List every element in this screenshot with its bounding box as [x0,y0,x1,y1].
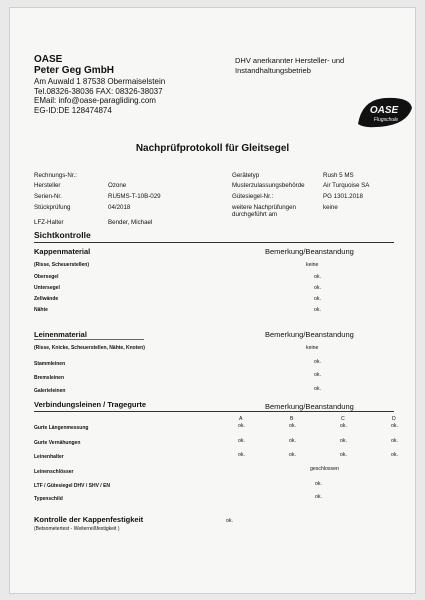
lines-remark-header: Bemerkung/Beanstandung [265,330,354,339]
info-value-authority: Air Turquoise SA [323,182,370,189]
canopy-row-label: Nähte [34,307,48,313]
risers-extra-label: LTF / Gütesiegel DHV / SHV / EN [34,483,111,489]
company-address-street: Am Auwald 1 87538 Obermaiselstein [34,77,166,86]
oase-logo [356,94,414,130]
risers-column-a: A [239,416,243,422]
risers-cell: ok. [289,423,296,429]
info-label-holder: LFZ-Halter [34,219,64,226]
risers-extra-value: ok. [315,481,322,487]
accreditation-line-1: DHV anerkannter Hersteller- und [235,56,345,65]
info-value-serial: RU5MS-T-10B-029 [108,193,161,200]
risers-cell: ok. [340,452,347,458]
section-title-canopy-strength: Kontrolle der Kappenfestigkeit [34,515,144,524]
company-legal-name: Peter Geg GmbH [34,65,115,76]
info-label-type: Gerätetyp [232,172,260,179]
canopy-row-value: ok. [314,296,321,302]
risers-cell: ok. [340,423,347,429]
lines-row-label: Stammleinen [34,361,66,367]
risers-column-c: C [341,416,345,422]
divider [34,411,394,412]
risers-row-label: Gurte Längenmessung [34,425,89,431]
canopy-row-value: ok. [314,274,321,280]
canopy-row-value: ok. [314,285,321,291]
risers-extra-label: Leinenschlösser [34,469,74,475]
underline [34,339,144,340]
divider [34,242,394,243]
company-name: OASE [34,54,63,65]
info-label-seal-number: Gütesiegel-Nr.: [232,193,274,200]
canopy-strength-value: ok. [226,518,233,524]
risers-cell: ok. [238,423,245,429]
section-title-canopy: Kappenmaterial [34,247,91,256]
canopy-row-label: (Risse, Scheuerstellen) [34,262,90,268]
risers-cell: ok. [238,438,245,444]
info-value-seal-number: PG 1301.2018 [323,193,363,200]
canopy-remark-header: Bemerkung/Beanstandung [265,247,354,256]
lines-row-value: ok. [314,359,321,365]
canopy-row-label: Obersegel [34,274,59,280]
info-value-further-checks: keine [323,204,338,211]
canopy-row-label: Zellwände [34,296,59,302]
info-label-manufacturer: Hersteller [34,182,61,189]
accreditation-line-2: Instandhaltungsbetrieb [235,65,311,75]
section-title-lines: Leinenmaterial [34,330,87,339]
info-value-holder: Bender, Michael [108,219,153,226]
logo-text: OASE [369,105,399,116]
info-value-piece-test: 04/2018 [108,204,131,211]
risers-column-b: B [290,416,294,422]
risers-cell: ok. [238,452,245,458]
risers-extra-value: ok. [315,494,322,500]
lines-row-label: Galerieleinen [34,388,66,394]
info-label-further-checks: weitere Nachprüfungen durchgeführt am [232,204,296,219]
canopy-row-value: ok. [314,307,321,313]
lines-row-label: (Risse, Knicke, Scheuerstellen, Nähte, Knoten) [34,345,145,351]
risers-row-label: Gurte Vernähungen [34,440,81,446]
company-block [34,55,165,115]
canopy-row-value: keine [306,262,319,268]
canopy-row-label: Untersegel [34,285,60,291]
company-phone-fax: Tel.08326-38036 FAX: 08326-38037 [34,86,163,96]
info-label-serial: Serien-Nr. [34,193,62,200]
risers-row-label: Leinenhalter [34,454,64,460]
risers-cell: ok. [391,423,398,429]
lines-row-value: ok. [314,386,321,392]
risers-cell: ok. [391,438,398,444]
risers-remark-header: Bemerkung/Beanstandung [265,402,354,411]
section-title-visual-check: Sichtkontrolle [34,230,91,240]
risers-cell: ok. [289,452,296,458]
canopy-strength-subtitle: (Betsometertest - Weiterreißfestigkeit ) [34,526,120,532]
risers-cell: ok. [391,452,398,458]
info-value-manufacturer: Ozone [108,182,127,189]
section-title-risers: Verbindungsleinen / Tragegurte [34,400,147,409]
risers-column-d: D [392,416,396,422]
info-label-piece-test: Stückprüfung [34,204,71,211]
company-email: EMail: info@oase-paragliding.com [34,96,156,105]
risers-cell: ok. [340,438,347,444]
risers-cell: ok. [289,438,296,444]
document-page [10,8,415,593]
lines-row-label: Bremsleinen [34,375,65,381]
document-title: Nachprüfprotokoll für Gleitsegel [135,143,290,154]
lines-row-value: keine [306,345,319,351]
company-vat-id: EG-ID:DE 128474874 [34,105,112,115]
info-value-type: Rush 5 MS [323,172,354,179]
accreditation-block [235,56,405,75]
risers-extra-value: geschlossen [310,466,339,472]
info-label-authority: Musterzulassungsbehörde [232,182,305,189]
info-label-invoice: Rechnungs-Nr.: [34,172,77,179]
lines-row-value: ok. [314,372,321,378]
logo-subtext: Flugschule [373,117,399,123]
risers-extra-label: Typenschild [34,496,63,502]
